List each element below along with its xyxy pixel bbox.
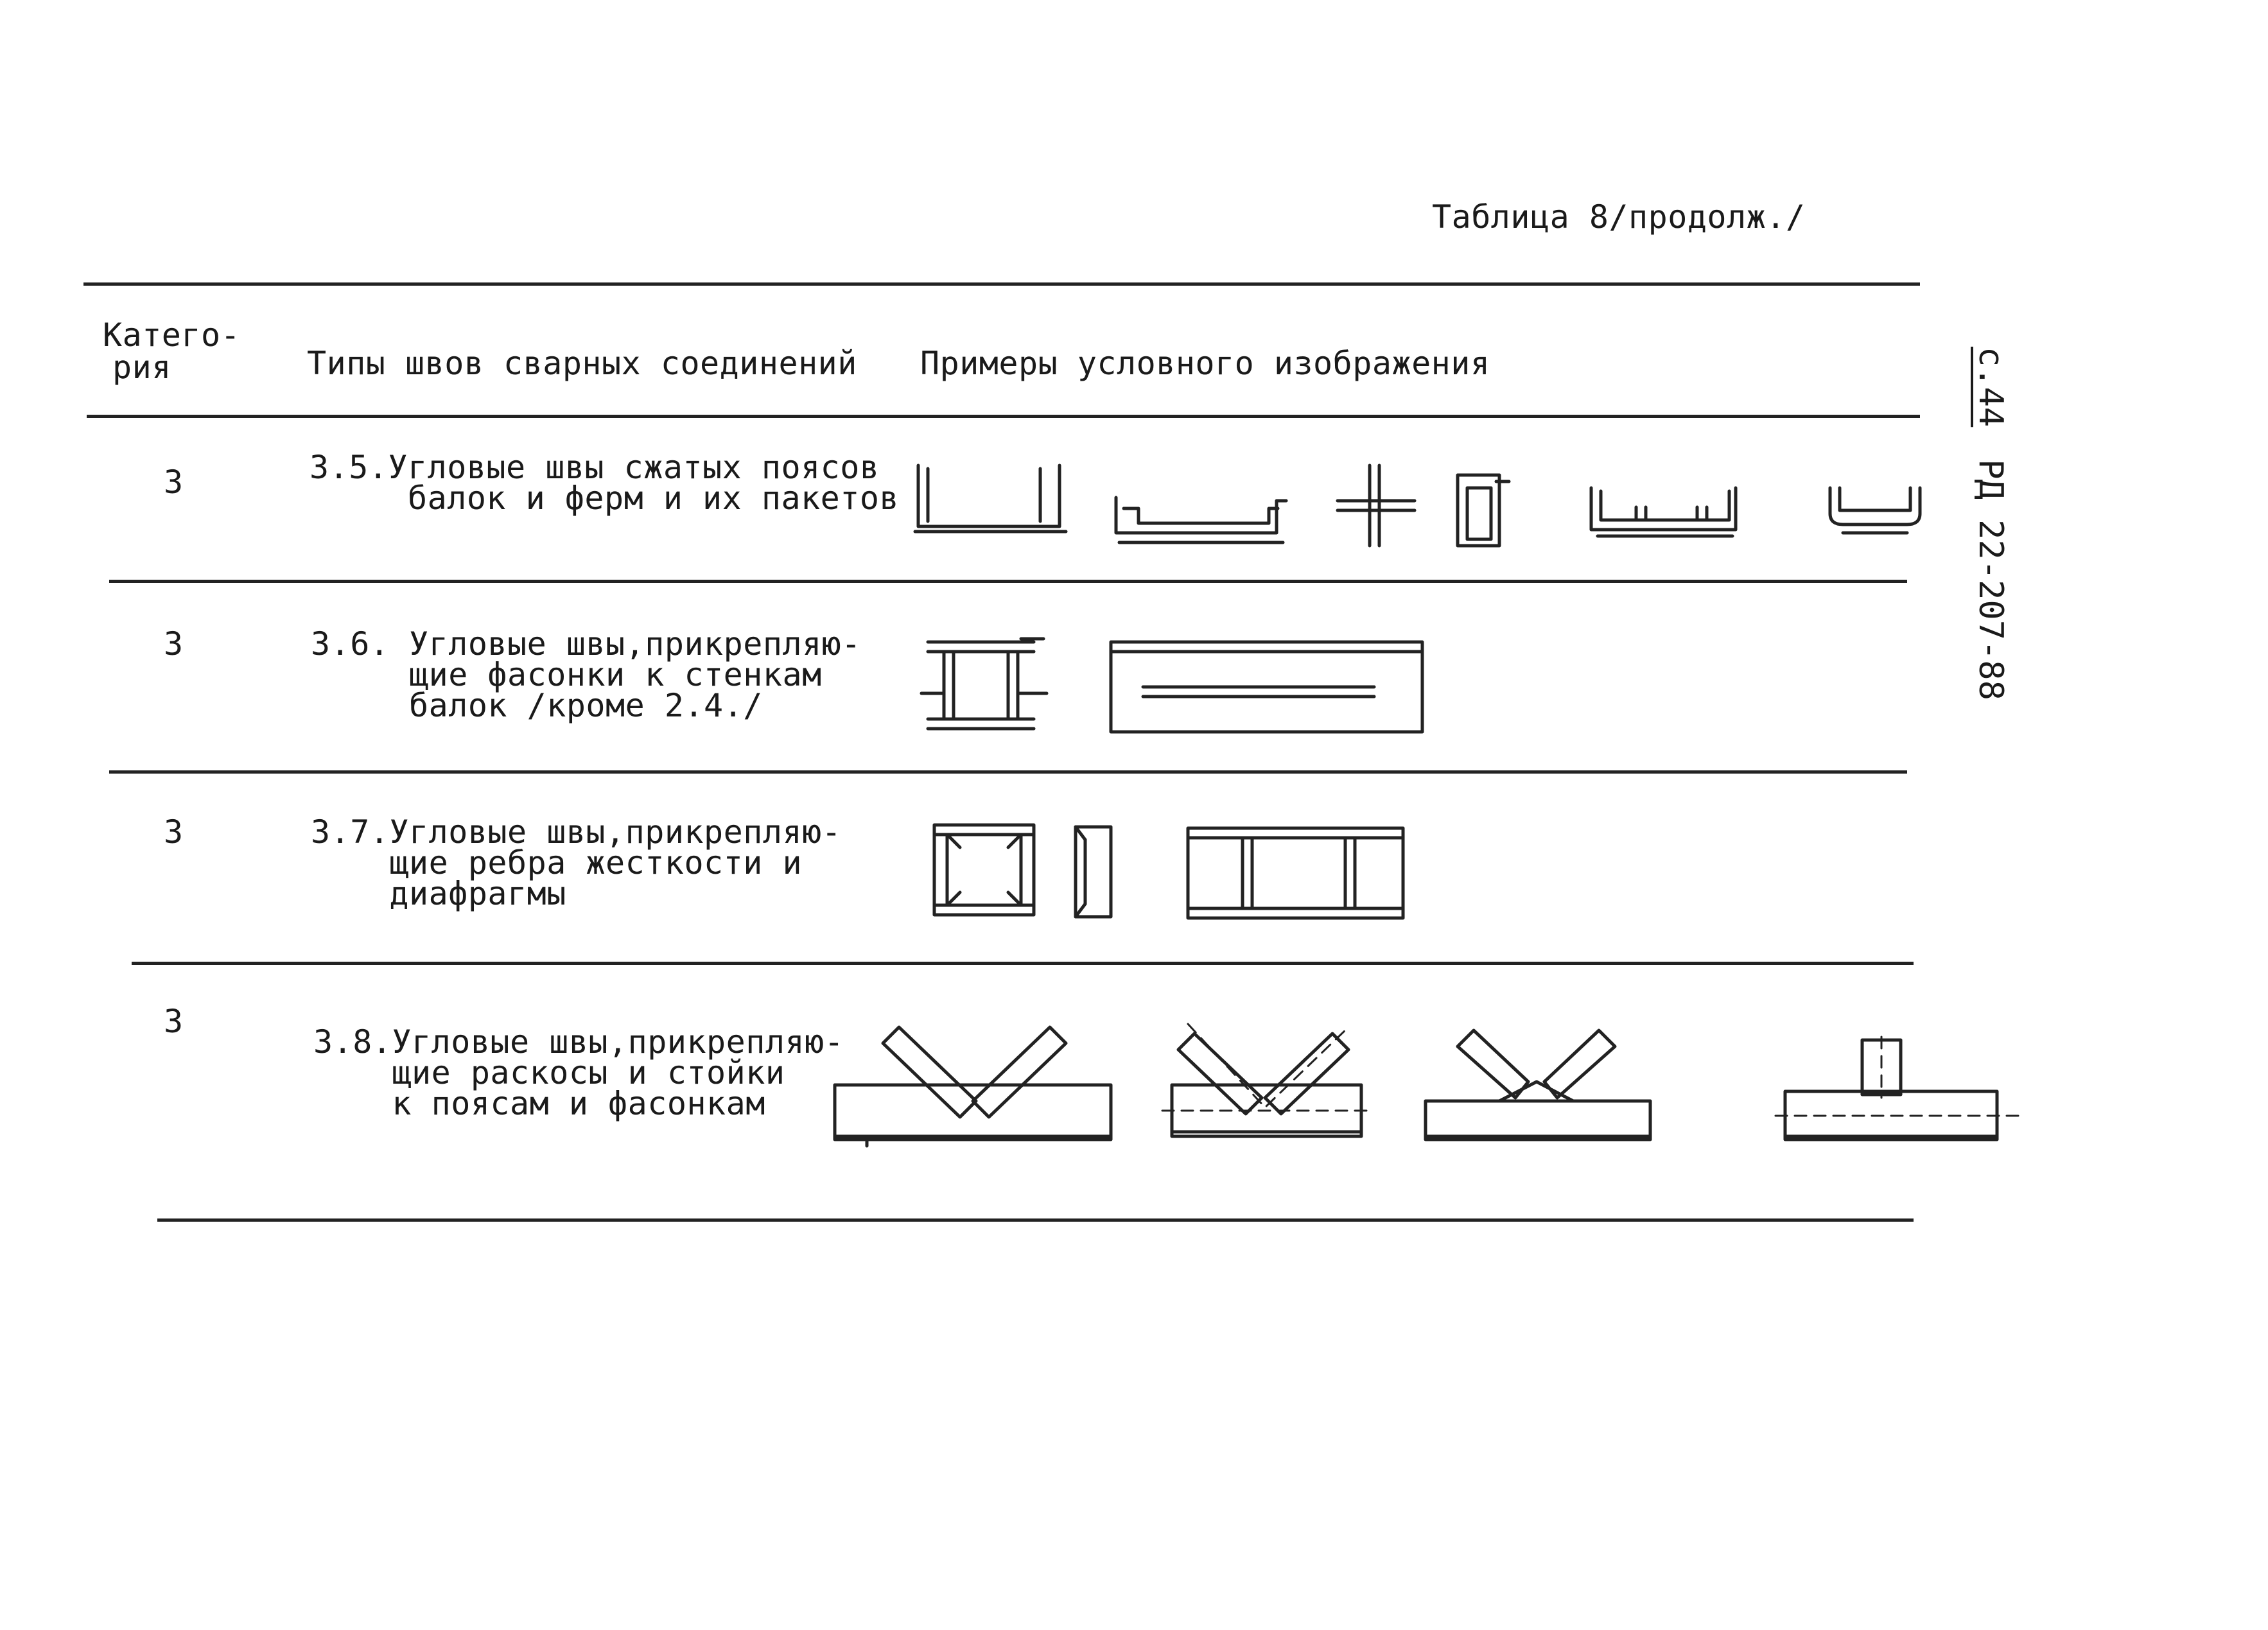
- row-text-line: щие ребра жесткости и: [311, 844, 803, 881]
- row-separator: [132, 962, 1914, 965]
- figure-3-7-channel-stiffener: [1069, 820, 1121, 923]
- row-text-line: к поясам и фасонкам: [313, 1085, 765, 1122]
- figure-3-5-deep-u-section: [1824, 485, 1926, 549]
- figure-3-8-pipe-truss-node: [1156, 1018, 1387, 1152]
- table-top-rule: [83, 282, 1920, 286]
- figure-3-7-beam-ribs-side: [1182, 822, 1413, 924]
- row-text-line: 3.7.Угловые швы,прикрепляю-: [311, 813, 842, 851]
- figure-3-5-box-section: [1451, 469, 1515, 552]
- row-category: 3: [164, 813, 184, 851]
- header-category-line1: Катего-: [103, 316, 241, 354]
- header-examples: Примеры условного изображения: [920, 345, 1490, 382]
- row-separator: [109, 770, 1907, 774]
- row-text-line: балок и ферм и их пакетов: [310, 480, 900, 517]
- figure-3-5-cross-section: [1334, 462, 1418, 552]
- row-text-line: 3.6. Угловые швы,прикрепляю-: [311, 625, 861, 663]
- figure-3-5-trough-section: [1585, 485, 1745, 549]
- row-text-line: 3.5.Угловые швы сжатых поясов: [310, 449, 880, 486]
- document-code: РД 22-207-88: [1971, 459, 2010, 700]
- header-types: Типы швов сварных соединений: [307, 345, 857, 382]
- page-number: с.44: [1971, 347, 2010, 428]
- header-category-line2: рия: [112, 349, 171, 386]
- figure-3-8-truss-node-plate: [828, 1021, 1124, 1149]
- row-category: 3: [164, 1003, 184, 1040]
- figure-3-7-box-stiffeners: [928, 819, 1043, 921]
- table-title: Таблица 8/продолж./: [1432, 198, 1806, 236]
- figure-3-6-beam-gusset-section: [918, 636, 1060, 738]
- row-text-line: щие раскосы и стойки: [313, 1054, 785, 1091]
- row-text-line: щие фасонки к стенкам: [311, 656, 822, 693]
- header-rule: [87, 415, 1920, 418]
- row-text-line: диафрагмы: [311, 875, 566, 912]
- figure-3-8-pipe-post-node: [1772, 1034, 2023, 1149]
- figure-3-5-u-section: [1110, 494, 1296, 559]
- figure-3-5-channel-flanges: [912, 462, 1072, 546]
- figure-3-6-beam-side-view: [1104, 636, 1438, 738]
- table-bottom-rule: [157, 1218, 1914, 1222]
- row-text-line: балок /кроме 2.4./: [311, 687, 763, 724]
- row-separator: [109, 580, 1907, 583]
- figure-3-8-truss-node-angles: [1422, 1018, 1653, 1152]
- row-category: 3: [164, 464, 184, 501]
- row-text-line: 3.8.Угловые швы,прикрепляю-: [313, 1023, 844, 1061]
- row-category: 3: [164, 625, 184, 663]
